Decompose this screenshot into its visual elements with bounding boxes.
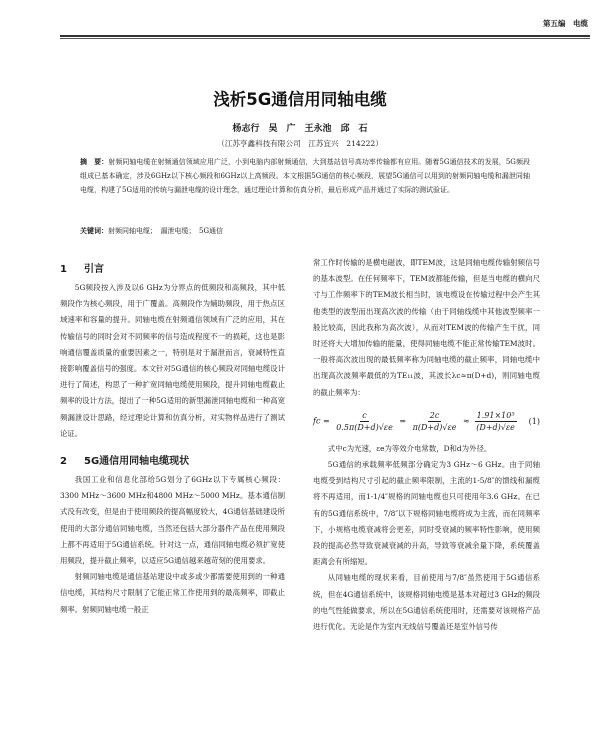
fraction-3: $\frac{\text{1.91×10⁵}}{(D+d)√\varepsilon e}$ — [476, 411, 515, 433]
section-title: 5G通信用同轴电缆现状 — [84, 456, 190, 468]
section-number: 2 — [60, 456, 67, 468]
column-left — [60, 260, 285, 649]
author-list: 杨志行 吴 广 王永池 邱 石 — [232, 124, 368, 134]
section-number: 1 — [60, 264, 67, 275]
paragraph: 5G通信的承载频率低频部分确定为3 GHz～6 GHz。由于同轴电缆受到结构尺寸引起的截止频率限制，主流的1-5/8″的馈线和漏缆将不再适用，而1-1/4″规格的同轴电缆也只可使用年3.6 GHz。在已有的5G通信系统中，7/8″以下规格同轴电缆将成为主流，而在同频率下，小规格电缆衰减将会更差，同时受衰减的频率特性影响，使用频段的提高必然导致衰减衰减的升高，导致等衰减余量下降，系统覆盖距离会有所缩短。 — [313, 460, 540, 567]
abstract-text: 射频同轴电缆在射频通信领域应用广泛，小到电脑内部射频通信，大到基站信号高功率传输都有应用。随着5G通信技术的发展，5G频段组成已基本确定，涉及6GHz以下核心频段和6GHz以上高频段。本文根据5G通信的核心频段，展望5G通信可以用到的射频同轴电缆和漏泄同轴电缆，构建了5G适用的传统与漏泄电缆的设计理念，通过理论计算和仿真分析，最后形成产品并通过了实际的测试验证。 — [80, 158, 530, 194]
formula-lhs: fc = — [313, 416, 330, 426]
paragraph-continued — [313, 255, 540, 401]
formula-body: fc = $\frac{c}{0.5\pi(D+d)√\varepsilon e}$ = $\frac{2c}{\pi(D+d)√\varepsilon e}$ ≈ $\frac{\text{1.91×10⁵}}{(D+d)√\varepsilon e}$ — [313, 411, 515, 433]
keywords-label: 关键词： — [80, 226, 108, 235]
keywords-text: 射频同轴电缆； 漏泄电缆； 5G通信 — [108, 227, 224, 235]
fraction-2: $\frac{2c}{\pi(D+d)√\varepsilon e}$ — [412, 411, 457, 433]
abstract-label: 摘 要： — [80, 157, 109, 166]
equation-number: (1) — [528, 416, 540, 426]
header-rule-thin — [60, 38, 590, 39]
continued-text: 常工作时传输的是横电磁波，即TEM波，这是同轴电缆传输射频信号的基本波型。在任何频率下，TEM波都能传输，但是当电缆的横向尺寸与工作频率下的TEM波长相当时，该电缆设在传输过程中会产生其他类型的波型而出现高次波的传输（由于同轴线缆中其他波型频率一般比较高，因此我称为高次波），从而对TEM波的传输产生干扰，同时还将大大增加传输的能量，使得同轴电缆不能正常传输TEM波时。一般将高次波出现的最低频率称为同轴电缆的截止频率，同轴电缆中出现高次波频率最低的为TE₁₁波，其波长λc≈π(D+d)，则同轴电缆的截止频率为： — [313, 258, 540, 397]
formula-1 — [313, 407, 540, 437]
affiliation: （江苏亨鑫科技有限公司 江苏宜兴 214222） — [217, 139, 383, 148]
fraction-1: $\frac{c}{0.5\pi(D+d)√\varepsilon e}$ — [336, 411, 393, 433]
header-rule — [60, 35, 590, 37]
paragraph: 式中c为光速，εe为等效介电常数，D和d为外径。 — [327, 443, 492, 453]
section-heading-2 — [60, 452, 285, 472]
paragraph: 射频同轴电缆是通信基站建设中或多或少都需要使用到的一种通信电缆，其结构尺寸限制了它能正常工作使用到的最高频率，即截止频率。射频同轴电缆一般正 — [60, 572, 285, 614]
paragraph: 我国工业和信息化部给5G划分了6GHz以下专属核心频段：3300 MHz～3600 MHz和4800 MHz～5000 MHz。基本通信制式没有改变，但是由于使用频段的提高幅度较大，4G通信基础建设所使用的大部分通信同轴电缆，当然还包括大部分器件产品在使用频段上都不再适用于5G通信系统。针对这一点，通信同轴电缆必须扩宽使用频段，提升截止频率，以适应5G通信越来越苛刻的使用要求。 — [60, 475, 285, 566]
keywords — [80, 226, 530, 236]
paragraph: 从同轴电缆的现状来看，目前使用与7/8″虽然使用于5G通信系统，但在4G通信系统中，该规格同轴电缆是基本对超过3 GHz的频段的电气性能做要求，所以在5G通信系统使用时，还需要对该规格产品进行优化。无论是作为室内无线信号覆盖还是室外信号传 — [313, 573, 540, 632]
column-right — [313, 255, 540, 635]
paragraph: 5G频段按入涉及以6 GHz为分界点的低频段和高频段，其中低频段作为核心频段，用于广覆盖。高频段作为辅助频段，用于热点区域速率和容量的提升。同轴电缆在射频通信领域有广泛的应用，其在传输信号的同时会对不同频率的信号造成程度不一的损耗，这也是影响通信覆盖质量的重要因素之一，特别是对于漏泄而言，衰减特性直接影响覆盖信号的强度。本文针对5G通信的核心频段对同轴电缆设计进行了简述，构思了一种扩宽同轴电缆使用频段，提升同轴电缆截止频率的设计方法，提出了一种5G适用的新型漏泄同轴电缆和一种高宽频漏泄设计思路，经过理论计算和仿真分析，对实物样品进行了测试论证。 — [60, 283, 285, 438]
section-heading-1 — [60, 260, 285, 280]
paper-title: 浅析5G通信用同轴电缆 — [213, 90, 387, 109]
abstract — [80, 155, 530, 197]
running-header: 第五编 电缆 — [543, 19, 588, 28]
section-title: 引言 — [84, 264, 104, 275]
